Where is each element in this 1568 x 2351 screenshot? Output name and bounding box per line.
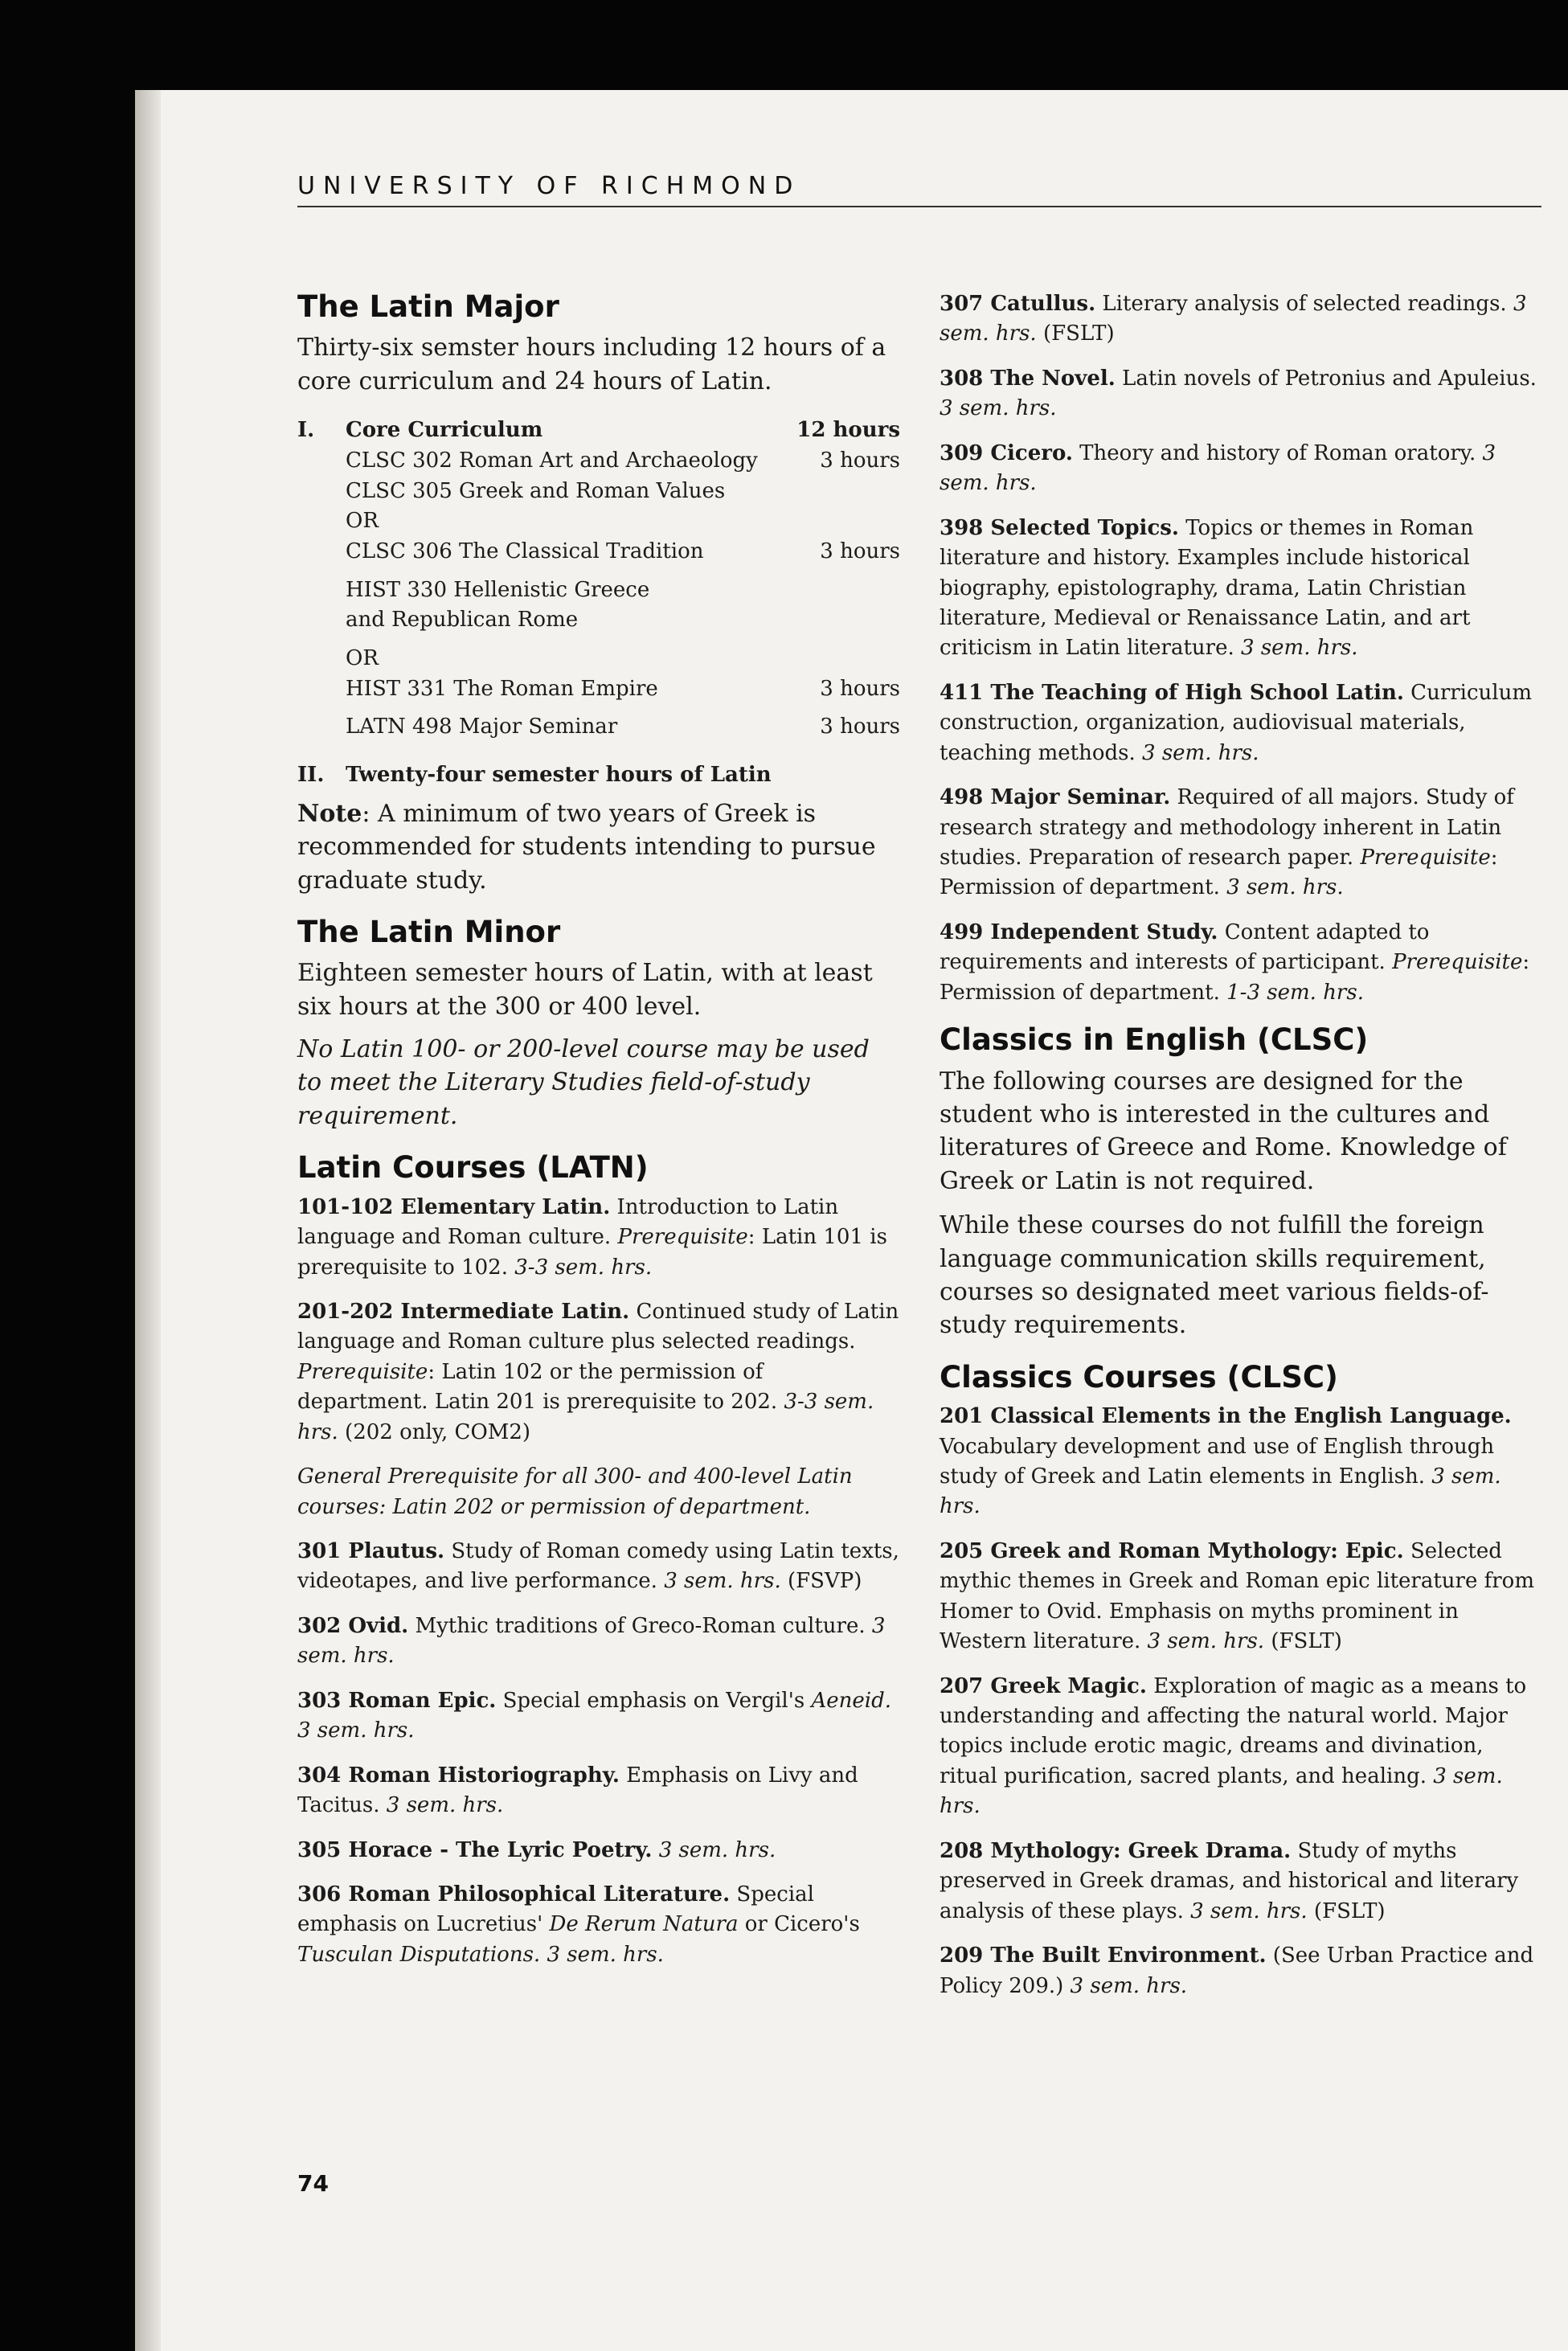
- latin-major-heading: The Latin Major: [297, 289, 559, 324]
- course-entry: 201-202 Intermediate Latin. Continued study of Latin language and Roman culture plus selected readings. Prerequisite: Latin 102 or the permission of department. Latin 201 is prerequisite to 202. 3-3 sem. hrs. (202 only, COM2): [297, 1299, 899, 1444]
- major-note: Note: A minimum of two years of Greek is recommended for students intending to pursue graduate study.: [297, 799, 876, 895]
- course-entry: 207 Greek Magic. Exploration of magic as a means to understanding and affecting the natural world. Major topics include erotic magic, dreams and divination, ritual purification, sacred plants, and healing. 3 sem. hrs.: [940, 1673, 1527, 1819]
- course-entry: 309 Cicero. Theory and history of Roman oratory. 3 sem. hrs.: [940, 440, 1496, 496]
- curriculum-line: CLSC 305 Greek and Roman Values: [346, 478, 726, 503]
- curriculum-line: LATN 498 Major Seminar 3 hours: [346, 715, 900, 739]
- course-entry: 301 Plautus. Study of Roman comedy using Latin texts, videotapes, and live performance. 3 sem. hrs. (FSVP): [297, 1539, 899, 1594]
- course-entry: 306 Roman Philosophical Literature. Special emphasis on Lucretius' De Rerum Natura or Cicero's Tusculan Disputations. 3 sem. hrs.: [297, 1882, 860, 1967]
- course-entry: 101-102 Elementary Latin. Introduction to Latin language and Roman culture. Prerequisite: Latin 101 is prerequisite to 102. 3-3 sem. hrs.: [297, 1194, 887, 1280]
- latin-minor-text: Eighteen semester hours of Latin, with at least six hours at the 300 or 400 level.: [297, 959, 873, 1021]
- course-entry: 307 Catullus. Literary analysis of selected readings. 3 sem. hrs. (FSLT): [940, 292, 1527, 346]
- curriculum-line: HIST 331 The Roman Empire 3 hours: [346, 676, 900, 701]
- course-entry: 304 Roman Historiography. Emphasis on Livy and Tacitus. 3 sem. hrs.: [297, 1763, 858, 1818]
- page-edge: [135, 90, 161, 2351]
- page-number: 74: [297, 2170, 329, 2197]
- latin-minor-heading: The Latin Minor: [297, 914, 561, 949]
- course-entry: 209 The Built Environment. (See Urban Practice and Policy 209.) 3 sem. hrs.: [940, 1943, 1534, 1998]
- right-column: [940, 289, 1542, 2016]
- left-column: [297, 289, 900, 1984]
- curriculum-line: and Republican Rome: [346, 608, 579, 633]
- general-prerequisite: General Prerequisite for all 300- and 400-level Latin courses: Latin 202 or permission of department.: [297, 1464, 853, 1519]
- classics-english-note: While these courses do not fulfill the foreign language communication skills requirement, courses so designated meet various fields-of-study requirements.: [940, 1211, 1489, 1340]
- part-two: II. Twenty-four semester hours of Latin: [297, 763, 772, 788]
- course-entry: 303 Roman Epic. Special emphasis on Vergil's Aeneid. 3 sem. hrs.: [297, 1688, 892, 1743]
- latin-minor-note: No Latin 100- or 200-level course may be used to meet the Literary Studies field-of-study requirement.: [297, 1035, 870, 1130]
- course-entry: 308 The Novel. Latin novels of Petronius and Apuleius. 3 sem. hrs.: [940, 366, 1537, 421]
- header-rule: [297, 206, 1541, 207]
- curriculum-line: CLSC 306 The Classical Tradition 3 hours: [346, 539, 900, 563]
- core-curriculum: [297, 416, 900, 743]
- classics-english-heading: Classics in English (CLSC): [940, 1022, 1369, 1058]
- curriculum-line: HIST 330 Hellenistic Greece: [346, 577, 650, 602]
- course-entry: 201 Classical Elements in the English Language. Vocabulary development and use of English through study of Greek and Latin elements in English. 3 sem. hrs.: [940, 1404, 1512, 1519]
- course-entry: 302 Ovid. Mythic traditions of Greco-Roman culture. 3 sem. hrs.: [297, 1613, 886, 1669]
- course-entry: 305 Horace - The Lyric Poetry. 3 sem. hrs.: [297, 1837, 776, 1862]
- running-header: UNIVERSITY OF RICHMOND: [297, 172, 801, 200]
- course-entry: 498 Major Seminar. Required of all majors. Study of research strategy and methodology inherent in Latin studies. Preparation of research paper. Prerequisite: Permission of department. 3 sem. hrs.: [940, 785, 1514, 900]
- curriculum-line: OR: [346, 645, 379, 670]
- course-entry: 208 Mythology: Greek Drama. Study of myths preserved in Greek dramas, and historical and literary analysis of these plays. 3 sem. hrs. (FSLT): [940, 1838, 1519, 1923]
- curriculum-line: OR: [346, 509, 379, 534]
- course-entry: 499 Independent Study. Content adapted to requirements and interests of participant. Prerequisite: Permission of department. 1-3 sem. hrs.: [940, 920, 1530, 1005]
- classics-english-intro: The following courses are designed for the student who is interested in the cultures and literatures of Greece and Rome. Knowledge of Greek or Latin is not required.: [940, 1067, 1507, 1195]
- latin-courses-heading: Latin Courses (LATN): [297, 1150, 649, 1186]
- latin-major-intro: Thirty-six semster hours including 12 hours of a core curriculum and 24 hours of Latin.: [297, 334, 886, 395]
- course-entry: 398 Selected Topics. Topics or themes in Roman literature and history. Examples include historical biography, epistolography, drama, Latin Christian literature, Medieval or Renaissance Latin, and art criticism in Latin literature. 3 sem. hrs.: [940, 515, 1474, 661]
- core-curriculum-header: I. Core Curriculum 12 hours: [297, 418, 900, 443]
- curriculum-line: CLSC 302 Roman Art and Archaeology 3 hours: [346, 448, 900, 473]
- course-entry: 205 Greek and Roman Mythology: Epic. Selected mythic themes in Greek and Roman epic literature from Homer to Ovid. Emphasis on myths prominent in Western literature. 3 sem. hrs. (FSLT): [940, 1538, 1534, 1654]
- course-entry: 411 The Teaching of High School Latin. Curriculum construction, organization, audiovisual materials, teaching methods. 3 sem. hrs.: [940, 680, 1533, 765]
- classics-courses-heading: Classics Courses (CLSC): [940, 1359, 1338, 1395]
